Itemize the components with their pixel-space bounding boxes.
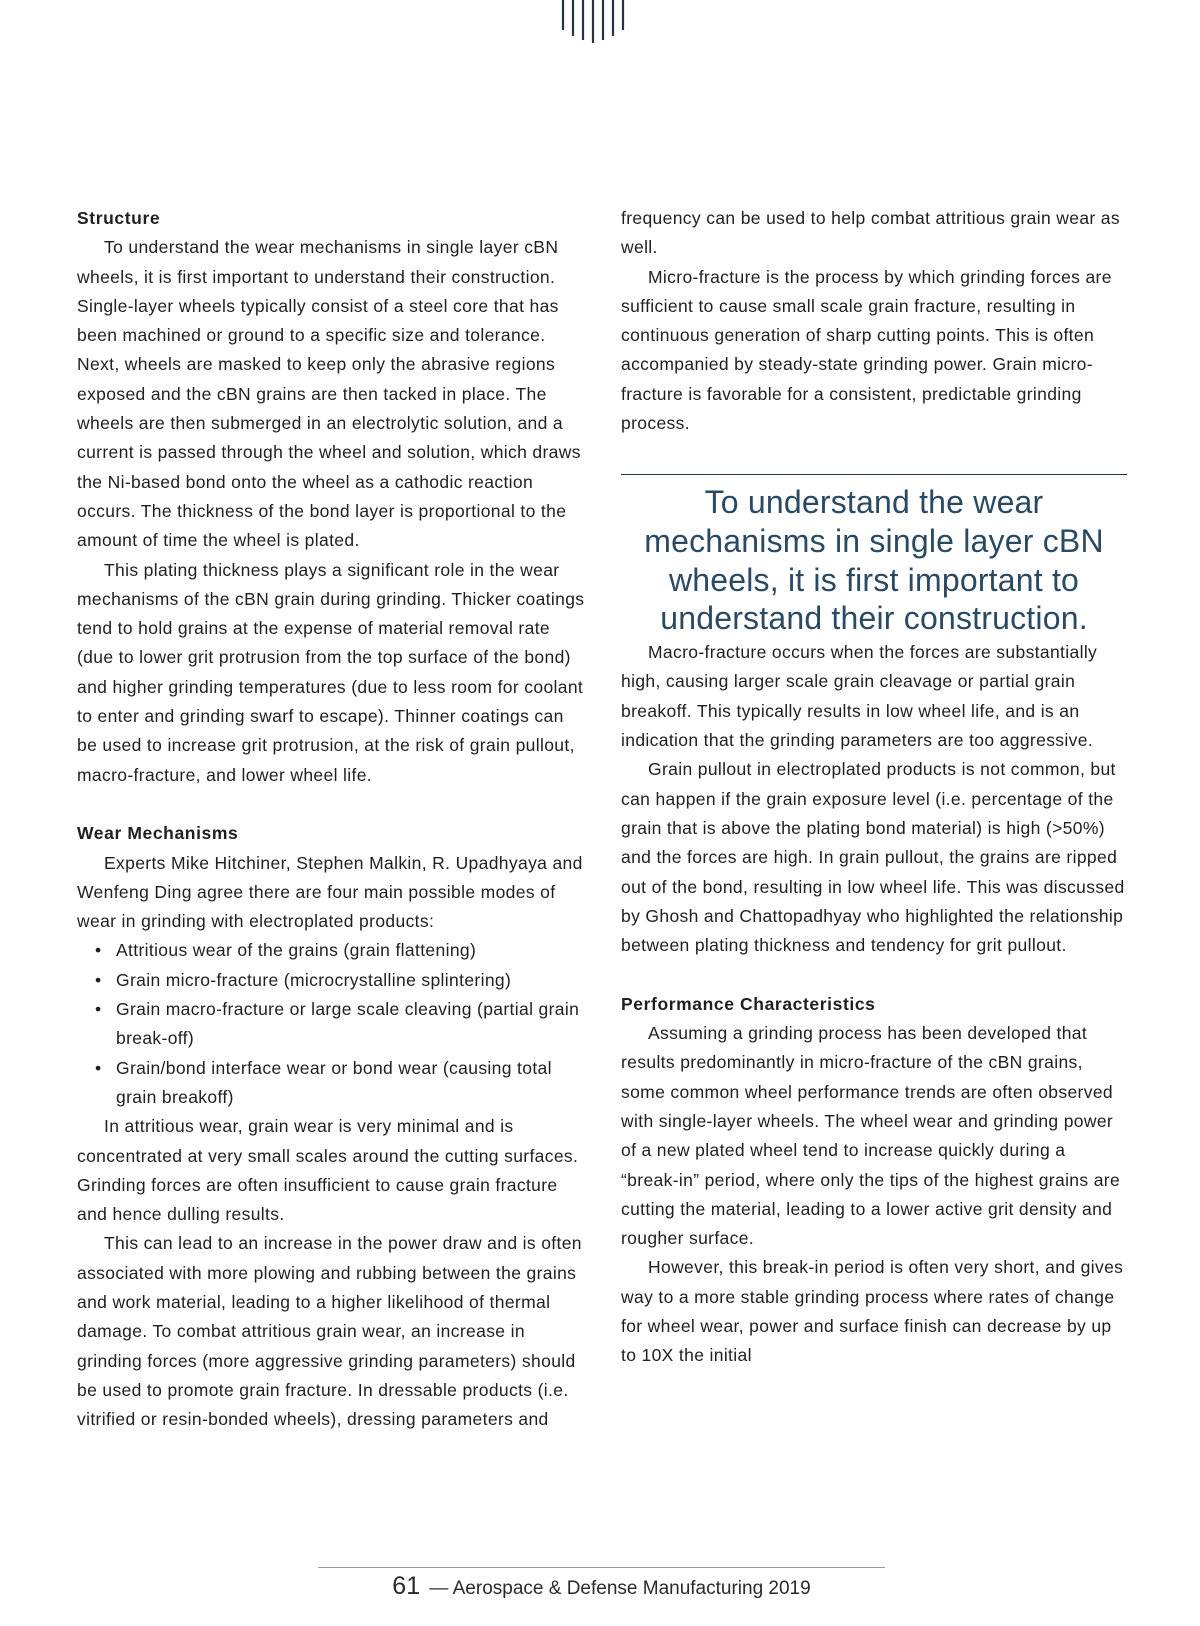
left-column xyxy=(77,204,587,1434)
right-column xyxy=(621,204,1127,1371)
continued-paragraph: frequency can be used to help combat attritious grain wear as well. xyxy=(621,208,1120,258)
footer-rule xyxy=(318,1567,885,1568)
wear-paragraph-3: This can lead to an increase in the power draw and is often associated with more plowing and rubbing between the grains and work material, leading to a higher likelihood of thermal damage. To combat attritious grain wear, an increase in grinding forces (more aggressive grinding parameters) should be used to promote grain fracture. In dressable products (i.e. vitrified or resin-bonded wheels), dressing parameters and xyxy=(77,1233,582,1430)
page-footer xyxy=(318,1572,885,1601)
grain-pullout-paragraph: Grain pullout in electroplated products is not common, but can happen if the grain exposure level (i.e. percentage of the grain that is above the plating bond material) is high (>50%) and the forces are high. In grain pullout, the grains are ripped out of the bond, resulting in low wheel life. This was discussed by Ghosh and Chattopadhyay who highlighted the relationship between plating thickness and tendency for grit pullout. xyxy=(621,759,1125,956)
wear-paragraph-2: In attritious wear, grain wear is very minimal and is concentrated at very small scales around the cutting surfaces. Grinding forces are often insufficient to cause grain fracture and hence dulling results. xyxy=(77,1116,579,1225)
performance-heading: Performance Characteristics xyxy=(621,993,876,1014)
structure-heading: Structure xyxy=(77,208,161,228)
wear-modes-list xyxy=(77,936,587,1112)
bullet-icon: • xyxy=(95,1057,102,1078)
micro-fracture-paragraph: Micro-fracture is the process by which grinding forces are sufficient to cause small scale grain fracture, resulting in continuous generation of sharp cutting points. This is often accompanied by steady-state grinding power. Grain micro-fracture is favorable for a consistent, predictable grinding process. xyxy=(621,266,1112,434)
list-item xyxy=(77,995,587,1054)
wear-paragraph-1: Experts Mike Hitchiner, Stephen Malkin, R. Upadhyaya and Wenfeng Ding agree there are four main possible modes of wear in grinding with electroplated products: xyxy=(77,852,583,932)
structure-paragraph-2: This plating thickness plays a significant role in the wear mechanisms of the cBN grain during grinding. Thicker coatings tend to hold grains at the expense of material removal rate (due to lower grit protrusion from the top surface of the bond) and higher grinding temperatures (due to less room for coolant to enter and grinding swarf to escape). Thinner coatings can be used to increase grit protrusion, at the risk of grain pullout, macro-fracture, and lower wheel life. xyxy=(77,559,585,785)
list-item xyxy=(77,966,587,995)
list-item-text: Attritious wear of the grains (grain flattening) xyxy=(116,940,477,961)
bullet-icon: • xyxy=(95,969,102,990)
list-item xyxy=(77,936,587,965)
list-item-text: Grain micro-fracture (microcrystalline splintering) xyxy=(116,969,512,990)
structure-paragraph-1: To understand the wear mechanisms in single layer cBN wheels, it is first important to understand their construction. Single-layer wheels typically consist of a steel core that has been machined or ground to a specific size and tolerance. Next, wheels are masked to keep only the abrasive regions exposed and the cBN grains are then tacked in place. The wheels are then submerged in an electrolytic solution, and a current is passed through the wheel and solution, which draws the Ni-based bond onto the wheel as a cathodic reaction occurs. The thickness of the bond layer is proportional to the amount of time the wheel is plated. xyxy=(77,237,581,551)
pull-quote-rule xyxy=(621,474,1127,475)
pull-quote xyxy=(621,474,1127,638)
publication-title: Aerospace & Defense Manufacturing 2019 xyxy=(452,1578,811,1599)
pull-quote-text: To understand the wear mechanisms in single layer cBN wheels, it is first important to understand their construction. xyxy=(644,484,1104,637)
bullet-icon: • xyxy=(95,940,102,961)
header-stripes-ornament xyxy=(559,0,644,50)
bullet-icon: • xyxy=(95,999,102,1020)
list-item-text: Grain/bond interface wear or bond wear (causing total grain breakoff) xyxy=(116,1057,552,1107)
performance-paragraph-2: However, this break-in period is often very short, and gives way to a more stable grinding process where rates of change for wheel wear, power and surface finish can decrease by up to 10X the initial xyxy=(621,1257,1124,1366)
list-item-text: Grain macro-fracture or large scale cleaving (partial grain break-off) xyxy=(116,999,580,1049)
performance-paragraph-1: Assuming a grinding process has been developed that results predominantly in micro-fracture of the cBN grains, some common wheel performance trends are often observed with single-layer wheels. The wheel wear and grinding power of a new plated wheel tend to increase quickly during a “break-in” period, where only the tips of the highest grains are cutting the material, leading to a lower active grit density and rougher surface. xyxy=(621,1023,1121,1249)
list-item xyxy=(77,1054,587,1113)
footer-separator: — xyxy=(429,1578,449,1599)
wear-mechanisms-heading: Wear Mechanisms xyxy=(77,823,239,844)
page-number: 61 xyxy=(392,1572,421,1600)
macro-fracture-paragraph: Macro-fracture occurs when the forces are substantially high, causing larger scale grain cleavage or partial grain breakoff. This typically results in low wheel life, and is an indication that the grinding parameters are too aggressive. xyxy=(621,642,1098,751)
